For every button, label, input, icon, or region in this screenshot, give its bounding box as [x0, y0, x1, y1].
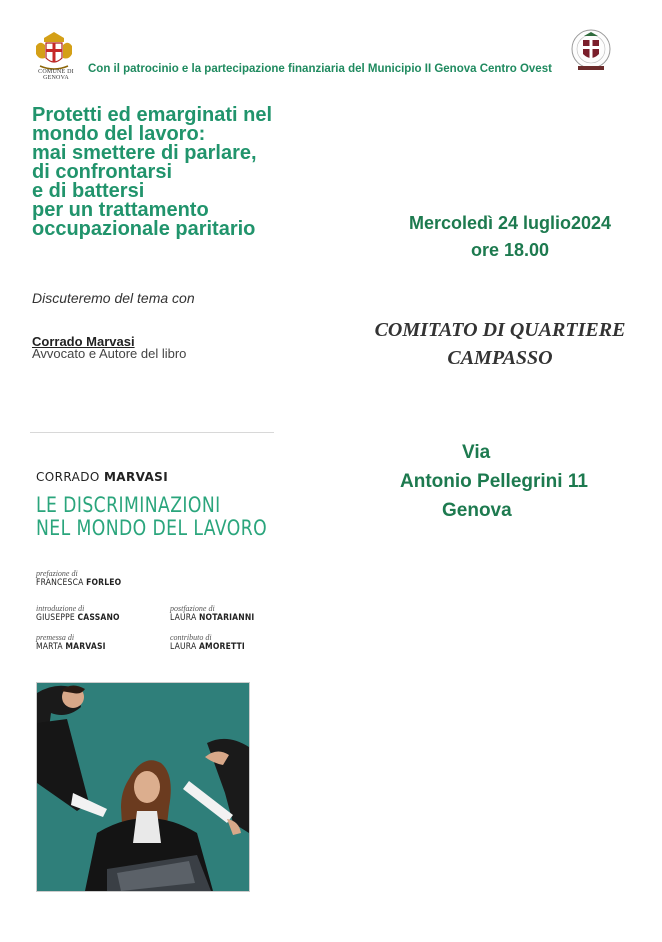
event-time: ore 18.00 — [470, 240, 550, 260]
book-title-line: NEL MONDO DEL LAVORO — [36, 516, 268, 540]
patronage-text: Con il patrocinio e la partecipazione finanziaria del Municipio II Genova Centro Ovest — [88, 63, 552, 75]
credit-name — [36, 642, 106, 652]
credit-role: contributo di — [170, 633, 212, 642]
title-line: mai smettere di parlare, — [32, 142, 257, 164]
credit-role: prefazione di — [36, 569, 78, 578]
title-line: occupazionale paritario — [32, 218, 256, 240]
book-author — [36, 470, 168, 484]
credit-name — [170, 642, 245, 652]
credit-introduzione — [36, 604, 135, 623]
municipio-seal-icon — [570, 26, 612, 76]
title-line: mondo del lavoro: — [32, 123, 206, 145]
credit-name — [170, 613, 254, 623]
book-cover — [30, 430, 306, 892]
credit-role: introduzione di — [36, 604, 85, 613]
title-line: Protetti ed emarginati nel — [32, 104, 273, 126]
event-title — [32, 106, 362, 239]
credit-first: FRANCESCA — [36, 578, 84, 588]
office-discrimination-illustration — [36, 682, 250, 892]
venue-line: CAMPASSO — [447, 347, 553, 369]
event-address — [360, 438, 660, 525]
event-date: Mercoledì 24 luglio2024 — [408, 213, 612, 233]
credit-premessa — [36, 633, 118, 652]
speaker-role: Avvocato e Autore del libro — [32, 346, 187, 361]
event-venue — [330, 316, 662, 372]
credit-last: CASSANO — [77, 613, 120, 623]
credit-first: LAURA — [170, 613, 197, 623]
credit-role: premessa di — [36, 633, 75, 642]
credit-last: AMORETTI — [198, 642, 245, 652]
title-line: di confrontarsi — [32, 161, 173, 183]
credit-name — [36, 613, 120, 623]
credit-prefazione — [36, 569, 136, 588]
left-logo-caption: COMUNE DI GENOVA — [38, 69, 74, 81]
credit-name — [36, 578, 121, 588]
book-author-last: MARVASI — [103, 470, 169, 484]
venue-line: COMITATO DI QUARTIERE — [374, 319, 626, 341]
credit-first: MARTA — [36, 642, 63, 652]
credit-last: FORLEO — [86, 578, 122, 588]
speaker-name: Corrado Marvasi — [32, 334, 135, 349]
credit-role: postfazione di — [170, 604, 215, 613]
title-line: e di battersi — [32, 180, 145, 202]
credit-first: GIUSEPPE — [36, 613, 75, 623]
book-title — [36, 494, 267, 540]
address-line: Via — [462, 442, 491, 463]
credit-contributo — [170, 633, 258, 652]
title-line: per un trattamento — [32, 199, 209, 221]
book-author-first: CORRADO — [36, 470, 100, 484]
address-line: Genova — [442, 500, 512, 521]
divider — [30, 432, 274, 433]
book-title-line: LE DISCRIMINAZIONI — [36, 493, 221, 517]
credit-last: NOTARIANNI — [198, 613, 255, 623]
credit-first: LAURA — [170, 642, 197, 652]
address-line: Antonio Pellegrini 11 — [400, 471, 588, 492]
credit-last: MARVASI — [65, 642, 106, 652]
intro-text: Discuteremo del tema con — [32, 290, 195, 306]
credit-postfazione — [170, 604, 269, 623]
event-datetime — [360, 210, 660, 264]
